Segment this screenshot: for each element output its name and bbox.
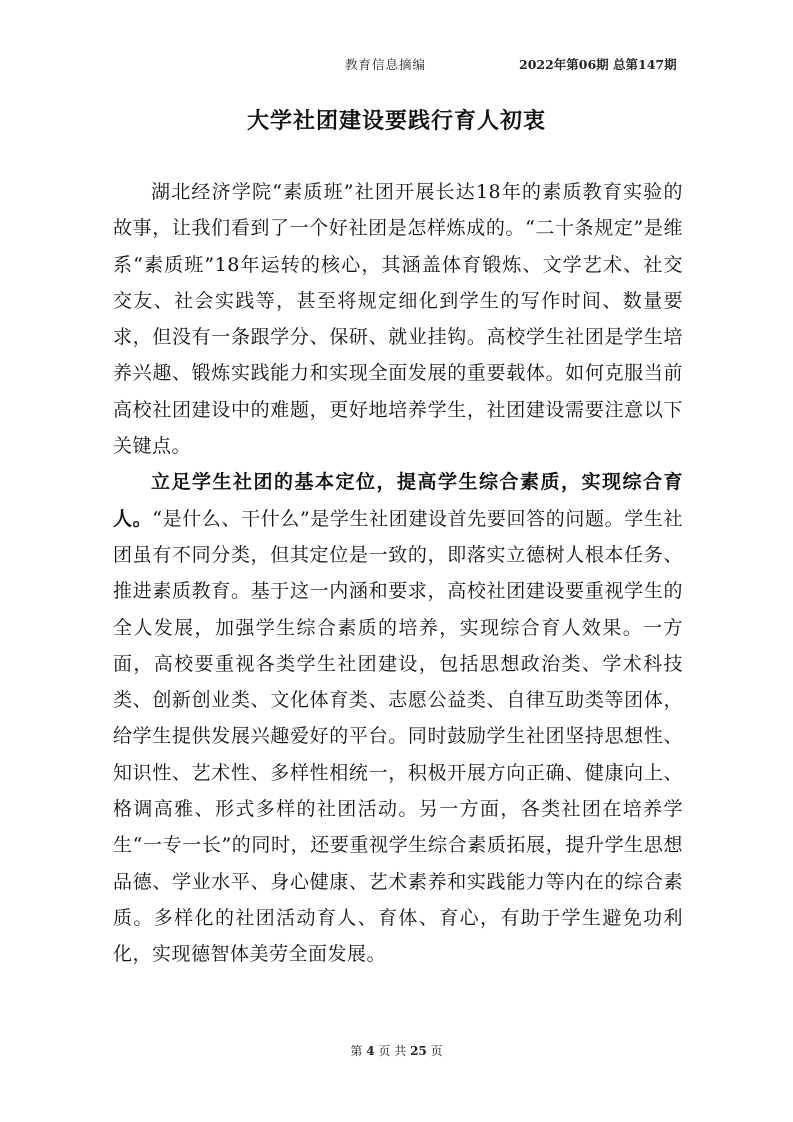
issue-number: 2022年第06期 总第147期 (519, 57, 677, 72)
page-total: 25 (410, 1044, 427, 1058)
paragraph-text: “是什么、干什么”是学生社团建设首先要回答的问题。学生社团虽有不同分类，但其定位是一致的，即落实立德树人根本任务、推进素质教育。基于这一内涵和要求，高校社团建设要重视学生的全人发展，加强学生综合素质的培养，实现综合育人效果。一方面，高校要重视各类学生社团建设，包括思想政治类、学术科技类、创新创业类、文化体育类、志愿公益类、自律互助类等团体，给学生提供发展兴趣爱好的平台。同时鼓励学生社团坚持思想性、知识性、艺术性、多样性相统一，积极开展方向正确、健康向上、格调高雅、形式多样的社团活动。另一方面，各类社团在培养学生“一专一长”的同时，还要重视学生综合素质拓展，提升学生思想品德、学业水平、身心健康、艺术素养和实践能力等内在的综合素质。多样化的社团活动育人、育体、育心，有助于学生避免功利化，实现德智体美劳全面发展。 (113, 507, 683, 966)
paragraph: 湖北经济学院“素质班”社团开展长达18年的素质教育实验的故事，让我们看到了一个好社团是怎样炼成的。“二十条规定”是维系“素质班”18年运转的核心，其涵盖体育锻炼、文学艺术、社交交友、社会实践等，甚至将规定细化到学生的写作时间、数量要求，但没有一条跟学分、保研、就业挂钩。高校学生社团是学生培养兴趣、锻炼实践能力和实现全面发展的重要载体。如何克服当前高校社团建设中的难题，更好地培养学生，社团建设需要注意以下关键点。 (113, 181, 683, 458)
article-body (113, 174, 683, 973)
page-footer (0, 1042, 793, 1059)
paragraph (113, 464, 683, 972)
page-number: 4 (366, 1044, 375, 1058)
footer-middle: 页 共 (378, 1044, 407, 1058)
article-title: 大学社团建设要践行育人初衷 (246, 109, 546, 134)
publication-name: 教育信息摘编 (345, 57, 427, 72)
page-header (0, 55, 793, 77)
paragraph-lead-heading: 立足学生社团的基本定位，提高学生综合素质，实现综合育人。 (113, 471, 683, 530)
footer-suffix: 页 (430, 1044, 443, 1058)
footer-prefix: 第 (350, 1044, 363, 1058)
